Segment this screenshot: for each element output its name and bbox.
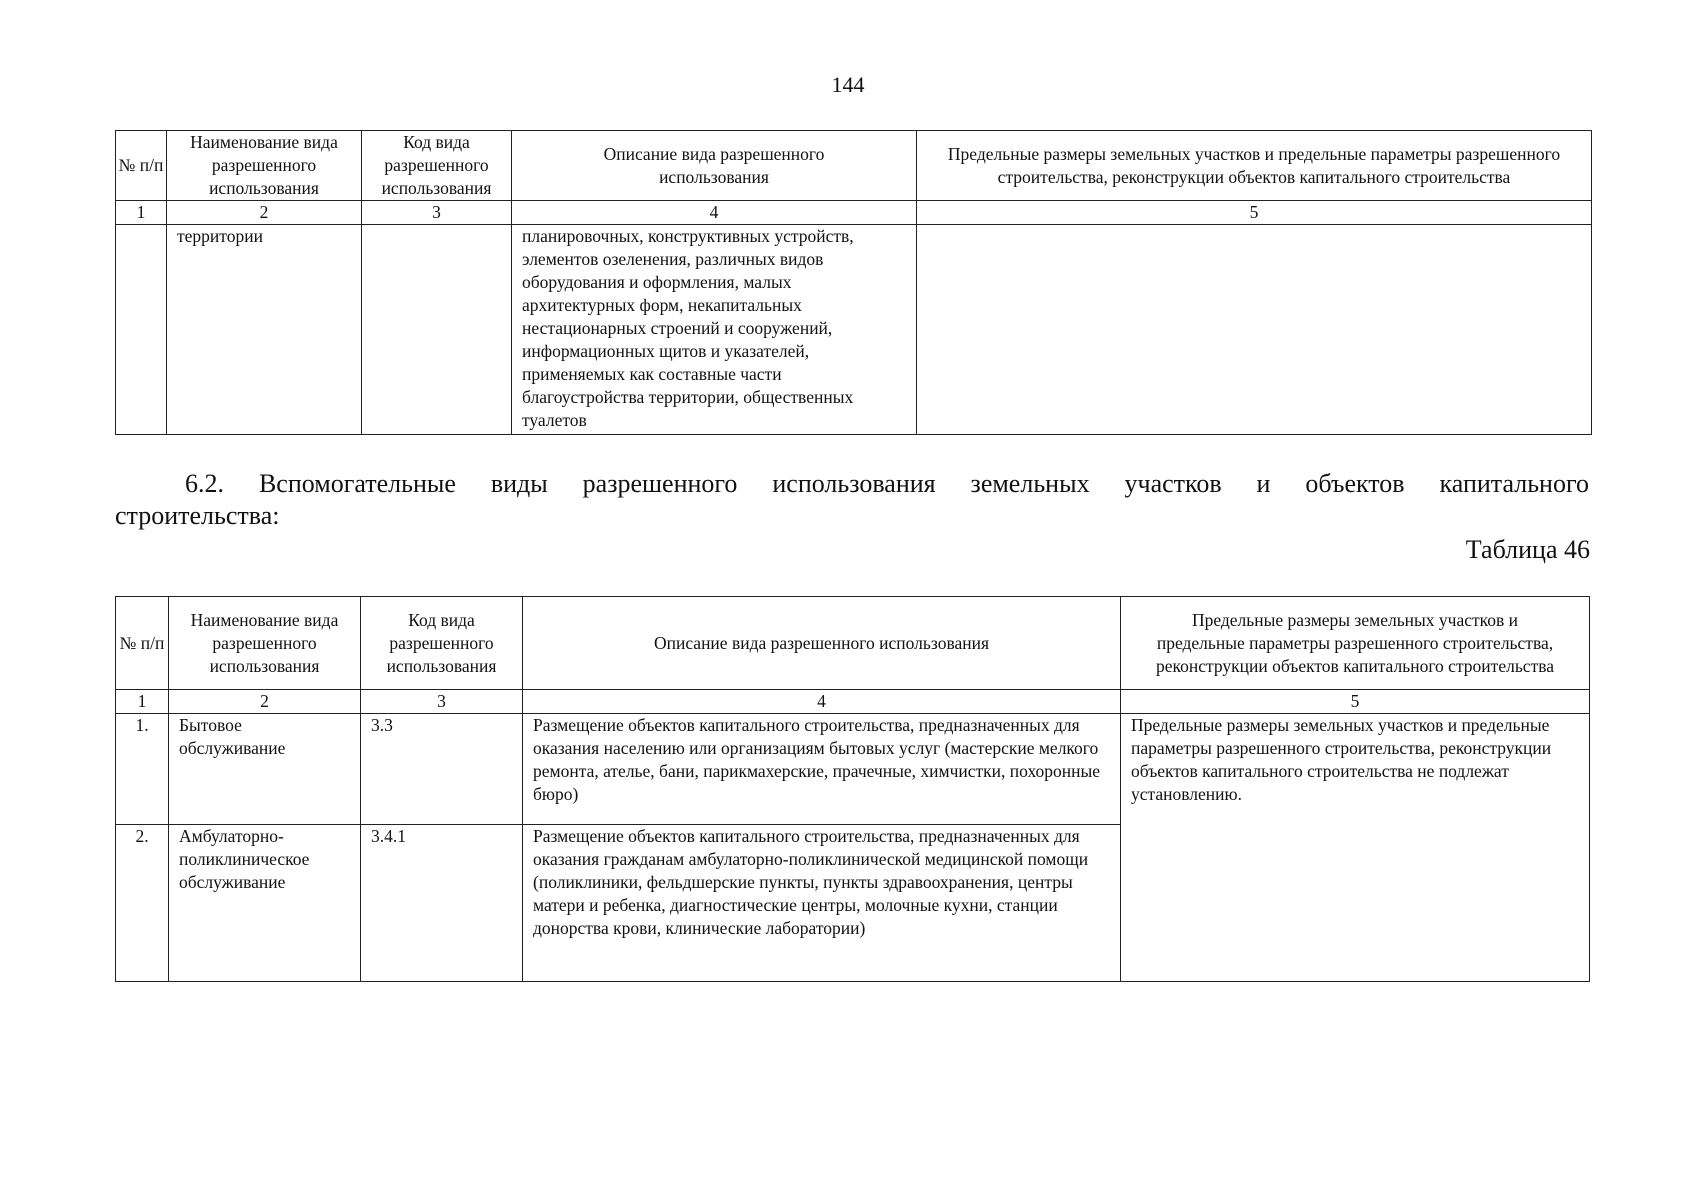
header-name: Наименование вида разрешенного использования <box>169 597 361 690</box>
header-limits: Предельные размеры земельных участков и предельные параметры разрешенного строительства, реконструкции объектов капитального строительства <box>917 131 1592 201</box>
table-row <box>116 714 1590 825</box>
merged-limits: Предельные размеры земельных участков и предельные параметры разрешенного строительства, реконструкции объектов капитального строительства не подлежат установлению. <box>1121 714 1590 982</box>
row-description: Размещение объектов капитального строительства, предназначенных для оказания населению или организациям бытовых услуг (мастерские мелкого ремонта, ателье, бани, парикмахерские, прачечные, химчистки, похоронные бюро) <box>523 714 1121 825</box>
row-number: 1. <box>116 714 169 825</box>
header-description: Описание вида разрешенного использования <box>523 597 1121 690</box>
header-code: Код вида разрешенного использования <box>361 597 523 690</box>
row-description: планировочных, конструктивных устройств, элементов озеленения, различных видов оборудования и оформления, малых архитектурных форм, некапитальных нестационарных строений и сооружений, информационных щитов и указателей, применяемых как составные части благоустройства территории, общественных туалетов <box>512 225 917 435</box>
column-index: 2 <box>169 690 361 714</box>
row-number <box>116 225 167 435</box>
table-row <box>116 225 1592 435</box>
page-number: 144 <box>831 72 865 97</box>
column-index: 5 <box>1121 690 1590 714</box>
column-index: 4 <box>523 690 1121 714</box>
column-index-row <box>116 690 1590 714</box>
table-46 <box>115 596 1590 982</box>
row-name: территории <box>167 225 362 435</box>
column-index: 1 <box>116 690 169 714</box>
section-heading <box>115 468 1589 532</box>
continued-table <box>115 130 1592 435</box>
column-index-row <box>116 201 1592 225</box>
column-index: 3 <box>361 690 523 714</box>
header-code: Код вида разрешенного использования <box>362 131 512 201</box>
row-code <box>362 225 512 435</box>
row-description: Размещение объектов капитального строительства, предназначенных для оказания гражданам амбулаторно-поликлинической медицинской помощи (поликлиники, фельдшерские пункты, пункты здравоохранения, центры матери и ребенка, диагностические центры, молочные кухни, станции донорства крови, клинические лаборатории) <box>523 825 1121 982</box>
row-name: Бытовое обслуживание <box>169 714 361 825</box>
row-code: 3.4.1 <box>361 825 523 982</box>
header-name: Наименование вида разрешенного использования <box>167 131 362 201</box>
header-description: Описание вида разрешенного использования <box>512 131 917 201</box>
section-heading-line2: строительства: <box>115 501 280 530</box>
header-limits: Предельные размеры земельных участков и предельные параметры разрешенного строительства, реконструкции объектов капитального строительства <box>1121 597 1590 690</box>
column-index: 3 <box>362 201 512 225</box>
column-index: 1 <box>116 201 167 225</box>
section-heading-line1: 6.2. Вспомогательные виды разрешенного использования земельных участков и объектов капитального <box>185 469 1589 498</box>
row-limits <box>917 225 1592 435</box>
column-index: 5 <box>917 201 1592 225</box>
row-name: Амбулаторно-поликлиническое обслуживание <box>169 825 361 982</box>
column-index: 2 <box>167 201 362 225</box>
table-label: Таблица 46 <box>1465 535 1590 564</box>
row-number: 2. <box>116 825 169 982</box>
header-number: № п/п <box>116 131 167 201</box>
header-number: № п/п <box>116 597 169 690</box>
column-index: 4 <box>512 201 917 225</box>
row-code: 3.3 <box>361 714 523 825</box>
